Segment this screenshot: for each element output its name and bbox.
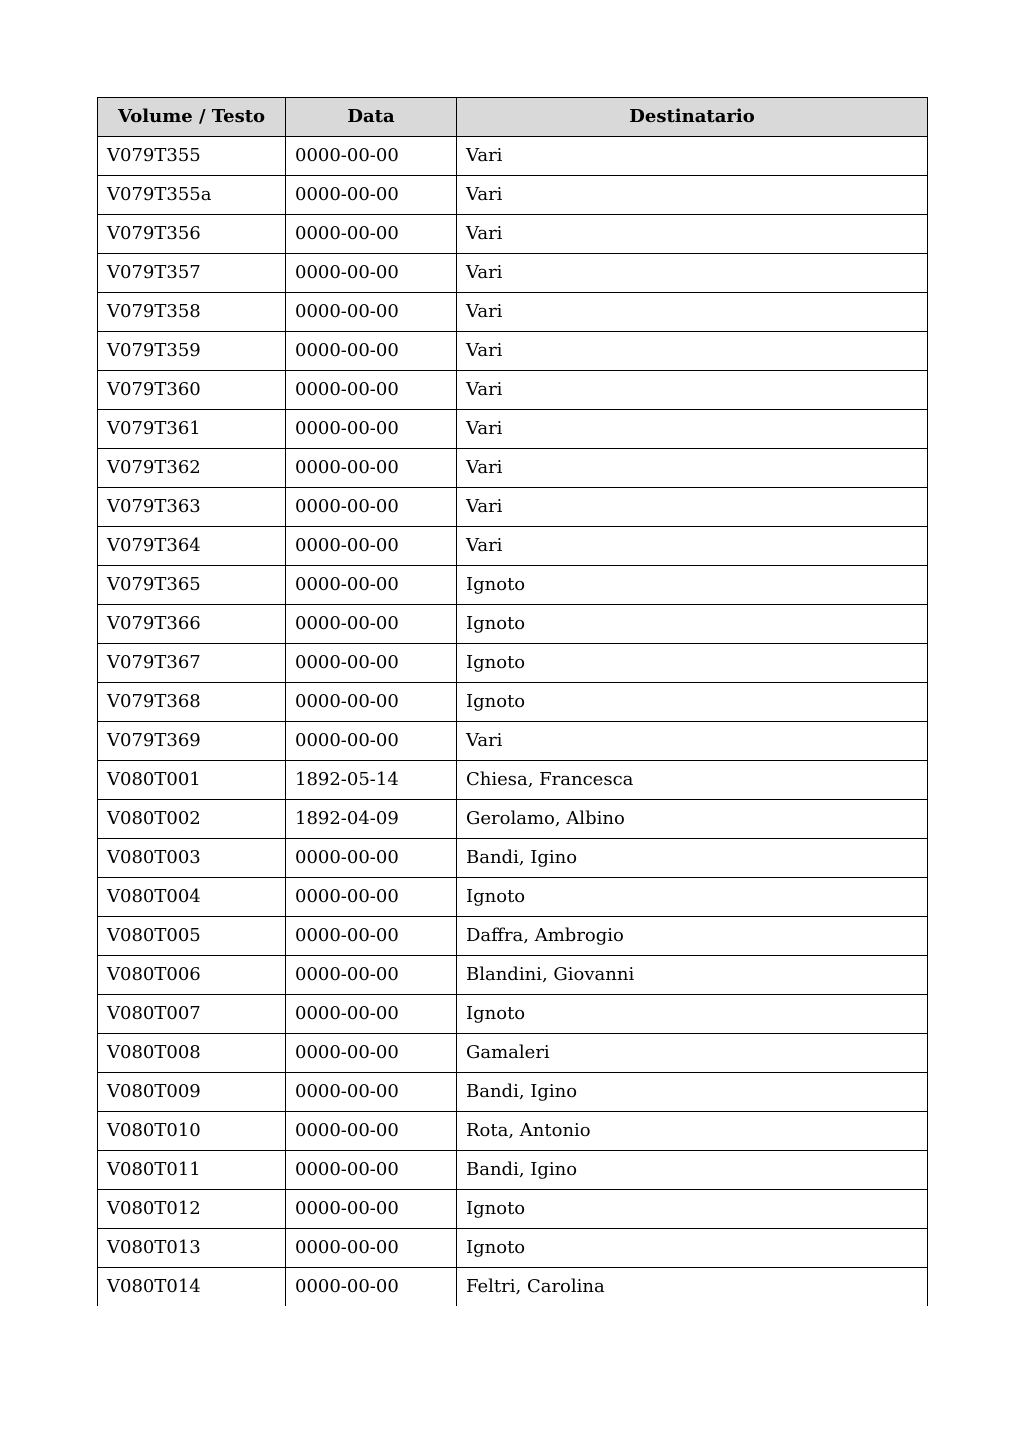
table-body [98,137,928,1307]
table-row [98,1034,928,1073]
cell-data: 0000-00-00 [286,683,457,722]
cell-data: 0000-00-00 [286,644,457,683]
cell-volume-testo: V080T014 [98,1268,286,1307]
table-row [98,605,928,644]
cell-destinatario: Ignoto [457,878,928,917]
cell-volume-testo: V079T363 [98,488,286,527]
table-row [98,566,928,605]
cell-volume-testo: V080T009 [98,1073,286,1112]
cell-data: 0000-00-00 [286,371,457,410]
cell-data: 0000-00-00 [286,527,457,566]
cell-data: 0000-00-00 [286,1112,457,1151]
cell-data: 0000-00-00 [286,1034,457,1073]
column-header-volume-testo: Volume / Testo [98,98,286,137]
table-row [98,527,928,566]
cell-data: 0000-00-00 [286,566,457,605]
cell-volume-testo: V079T367 [98,644,286,683]
cell-volume-testo: V079T364 [98,527,286,566]
cell-volume-testo: V080T013 [98,1229,286,1268]
cell-data: 0000-00-00 [286,839,457,878]
cell-data: 1892-05-14 [286,761,457,800]
cell-data: 0000-00-00 [286,1190,457,1229]
cell-destinatario: Vari [457,527,928,566]
table-row [98,917,928,956]
table-row [98,1151,928,1190]
cell-destinatario: Bandi, Igino [457,1151,928,1190]
table-row [98,137,928,176]
cell-data: 1892-04-09 [286,800,457,839]
cell-volume-testo: V079T355a [98,176,286,215]
table-row [98,683,928,722]
cell-destinatario: Daffra, Ambrogio [457,917,928,956]
cell-volume-testo: V079T368 [98,683,286,722]
cell-volume-testo: V079T365 [98,566,286,605]
cell-volume-testo: V080T005 [98,917,286,956]
cell-data: 0000-00-00 [286,332,457,371]
cell-destinatario: Blandini, Giovanni [457,956,928,995]
column-header-destinatario: Destinatario [457,98,928,137]
cell-data: 0000-00-00 [286,1073,457,1112]
cell-data: 0000-00-00 [286,1151,457,1190]
table-header-row [98,98,928,137]
table-row [98,254,928,293]
cell-destinatario: Ignoto [457,1229,928,1268]
column-header-data: Data [286,98,457,137]
table-row [98,722,928,761]
cell-data: 0000-00-00 [286,254,457,293]
cell-data: 0000-00-00 [286,215,457,254]
cell-destinatario: Vari [457,254,928,293]
cell-destinatario: Vari [457,332,928,371]
cell-destinatario: Ignoto [457,566,928,605]
table-row [98,761,928,800]
cell-volume-testo: V080T007 [98,995,286,1034]
cell-data: 0000-00-00 [286,137,457,176]
cell-data: 0000-00-00 [286,410,457,449]
cell-volume-testo: V080T004 [98,878,286,917]
cell-destinatario: Vari [457,215,928,254]
cell-destinatario: Ignoto [457,644,928,683]
cell-volume-testo: V080T006 [98,956,286,995]
cell-volume-testo: V080T011 [98,1151,286,1190]
cell-destinatario: Feltri, Carolina [457,1268,928,1307]
cell-volume-testo: V079T360 [98,371,286,410]
cell-destinatario: Gamaleri [457,1034,928,1073]
table-row [98,449,928,488]
cell-destinatario: Rota, Antonio [457,1112,928,1151]
cell-destinatario: Bandi, Igino [457,839,928,878]
cell-destinatario: Vari [457,722,928,761]
cell-volume-testo: V079T366 [98,605,286,644]
cell-data: 0000-00-00 [286,449,457,488]
cell-volume-testo: V080T003 [98,839,286,878]
cell-volume-testo: V079T362 [98,449,286,488]
table-row [98,410,928,449]
table-row [98,800,928,839]
cell-volume-testo: V079T355 [98,137,286,176]
cell-data: 0000-00-00 [286,605,457,644]
table-row [98,488,928,527]
cell-destinatario: Vari [457,137,928,176]
cell-destinatario: Ignoto [457,605,928,644]
cell-destinatario: Ignoto [457,995,928,1034]
document-page [97,97,927,1306]
cell-volume-testo: V080T008 [98,1034,286,1073]
cell-destinatario: Chiesa, Francesca [457,761,928,800]
table-row [98,644,928,683]
table-row [98,956,928,995]
table-row [98,995,928,1034]
cell-data: 0000-00-00 [286,293,457,332]
table-row [98,332,928,371]
cell-data: 0000-00-00 [286,917,457,956]
table-row [98,1073,928,1112]
table-row [98,215,928,254]
cell-volume-testo: V079T357 [98,254,286,293]
cell-volume-testo: V080T010 [98,1112,286,1151]
cell-data: 0000-00-00 [286,1229,457,1268]
cell-volume-testo: V079T359 [98,332,286,371]
table-row [98,371,928,410]
cell-destinatario: Vari [457,371,928,410]
cell-data: 0000-00-00 [286,722,457,761]
cell-volume-testo: V079T356 [98,215,286,254]
table-row [98,293,928,332]
cell-volume-testo: V079T361 [98,410,286,449]
letters-table [97,97,928,1306]
table-row [98,878,928,917]
table-row [98,1229,928,1268]
cell-volume-testo: V080T001 [98,761,286,800]
cell-destinatario: Vari [457,176,928,215]
cell-destinatario: Vari [457,488,928,527]
cell-data: 0000-00-00 [286,488,457,527]
cell-destinatario: Ignoto [457,1190,928,1229]
cell-data: 0000-00-00 [286,878,457,917]
cell-data: 0000-00-00 [286,176,457,215]
cell-volume-testo: V080T012 [98,1190,286,1229]
cell-volume-testo: V080T002 [98,800,286,839]
table-row [98,1112,928,1151]
cell-data: 0000-00-00 [286,956,457,995]
cell-volume-testo: V079T369 [98,722,286,761]
cell-data: 0000-00-00 [286,1268,457,1307]
cell-data: 0000-00-00 [286,995,457,1034]
cell-destinatario: Gerolamo, Albino [457,800,928,839]
table-row [98,1268,928,1307]
table-row [98,1190,928,1229]
cell-destinatario: Vari [457,410,928,449]
table-row [98,176,928,215]
cell-destinatario: Vari [457,449,928,488]
cell-volume-testo: V079T358 [98,293,286,332]
cell-destinatario: Vari [457,293,928,332]
cell-destinatario: Bandi, Igino [457,1073,928,1112]
cell-destinatario: Ignoto [457,683,928,722]
table-row [98,839,928,878]
